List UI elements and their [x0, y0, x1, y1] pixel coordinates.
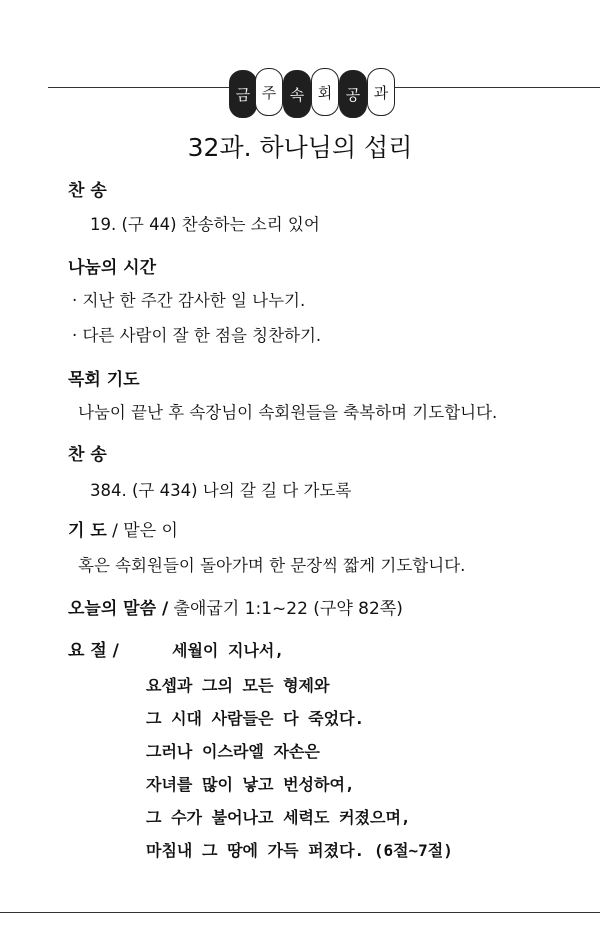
group-prayer-text: 나눔이 끝난 후 속장님이 속회원들을 축복하며 기도합니다. [78, 403, 498, 422]
key-verse-line: 세월이 지나서, [172, 641, 285, 660]
sharing-item: · 지난 한 주간 감사한 일 나누기. [72, 291, 306, 310]
prayer-heading [68, 516, 178, 541]
prayer-heading-sub: / 맡은 이 [106, 521, 178, 541]
key-verse-line: 그러나 이스라엘 자손은 [146, 742, 320, 761]
badge-char: 금 [229, 70, 257, 118]
hymn2-heading: 찬 송 [68, 445, 107, 465]
prayer-text: 혹은 속회원들이 돌아가며 한 문장씩 짧게 기도합니다. [78, 556, 466, 575]
badge-char: 주 [255, 68, 283, 116]
key-verse-line: 그 수가 불어나고 세력도 커졌으며, [146, 808, 411, 827]
sharing-heading: 나눔의 시간 [68, 258, 157, 278]
badge-char: 과 [367, 68, 395, 116]
section-badge [229, 68, 404, 116]
today-word-heading [68, 594, 403, 619]
today-word-label: 오늘의 말씀 / [68, 599, 169, 619]
badge-char: 속 [283, 70, 311, 118]
badge-char: 회 [311, 68, 339, 116]
hymn2-text: 384. (구 434) 나의 갈 길 다 가도록 [90, 481, 352, 500]
group-prayer-heading: 목회 기도 [68, 370, 140, 390]
hymn1-heading: 찬 송 [68, 181, 107, 201]
footer-rule [0, 912, 600, 913]
key-verse-line: 그 시대 사람들은 다 죽었다. [146, 709, 365, 728]
hymn1-text: 19. (구 44) 찬송하는 소리 있어 [90, 215, 320, 234]
key-verse-line: 자녀를 많이 낳고 번성하여, [146, 775, 355, 794]
badge-char: 공 [339, 70, 367, 118]
today-word-ref: 출애굽기 1:1~22 (구약 82쪽) [168, 599, 403, 619]
key-verse-line: 요셉과 그의 모든 형제와 [146, 676, 330, 695]
key-verse-line: 마침내 그 땅에 가득 퍼졌다. (6절~7절) [146, 841, 453, 860]
key-verse-heading: 요 절 / [68, 641, 119, 661]
page-title: 32과. 하나님의 섭리 [187, 133, 413, 162]
prayer-heading-label: 기 도 [68, 521, 107, 541]
sharing-item: · 다른 사람이 잘 한 점을 칭찬하기. [72, 326, 322, 345]
